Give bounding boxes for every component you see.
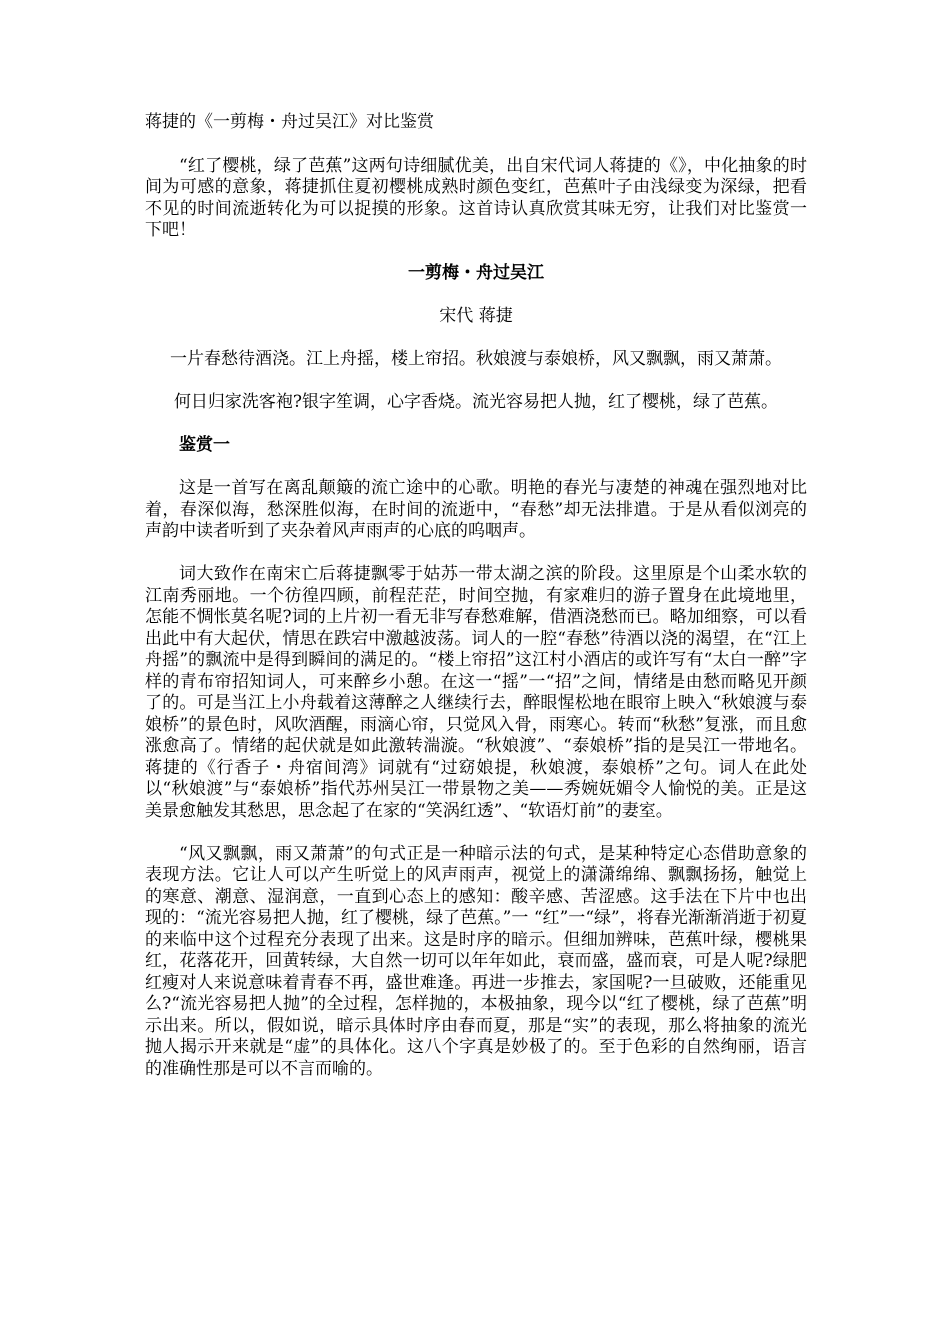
section-heading: 鉴赏一 <box>179 435 230 455</box>
intro-paragraph: “红了樱桃，绿了芭蕉”这两句诗细腻优美，出自宋代词人蒋捷的《》，中化抽象的时间为可感的意象，蒋捷抓住夏初樱桃成熟时颜色变红，芭蕉叶子由浅绿变为深绿，把看不见的时间流逝转化为可以捉摸的形象。这首诗认真欣赏其味无穷，让我们对比鉴赏一下吧！ <box>145 155 807 240</box>
poem-stanza-2: 何日归家洗客袍?银字笙调，心字香烧。流光容易把人抛，红了樱桃，绿了芭蕉。 <box>173 392 779 412</box>
body-paragraph-2: 词大致作在南宋亡后蒋捷飘零于姑苏一带太湖之滨的阶段。这里原是个山柔水软的江南秀丽地。一个彷徨四顾，前程茫茫，时间空抛，有家难归的游子置身在此境地里，怎能不惆怅莫名呢?词的上片初一看无非写春愁难解，借酒浇愁而已。略加细察，可以看出此中有大起伏，情思在跌宕中激越波荡。词人的一腔“春愁”待酒以浇的渴望，在“江上舟摇”的飘流中是得到瞬间的满足的。“楼上帘招”这江村小酒店的或许写有“太白一醉”字样的青布帘招知词人，可来醉乡小憩。在这一“摇”一“招”之间，情绪是由愁而略见开颜了的。可是当江上小舟载着这薄醉之人继续行去，醉眼惺松地在眼帘上映入“秋娘渡与泰娘桥”的景色时，风吹酒醒，雨滴心帘，只觉风入骨，雨寒心。转而“秋愁”复涨，而且愈涨愈高了。情绪的起伏就是如此激转湍漩。“秋娘渡”、“泰娘桥”指的是吴江一带地名。蒋捷的《行香子・舟宿间湾》词就有“过窈娘提，秋娘渡，泰娘桥”之句。词人在此处以“秋娘渡”与“泰娘桥”指代苏州吴江一带景物之美——秀婉妩媚令人愉悦的美。正是这美景愈触发其愁思，思念起了在家的“笑涡红透”、“软语灯前”的妻室。 <box>145 564 807 821</box>
poem-author: 宋代 蒋捷 <box>439 306 513 326</box>
document-page <box>145 112 807 1102</box>
document-title: 蒋捷的《一剪梅・舟过吴江》对比鉴赏 <box>145 112 434 132</box>
body-paragraph-3: “风又飘飘，雨又萧萧”的句式正是一种暗示法的句式，是某种特定心态借助意象的表现方法。它让人可以产生听觉上的风声雨声，视觉上的潇潇绵绵、飘飘扬扬，触觉上的寒意、潮意、湿润意，一直到心态上的感知：酸辛感、苦涩感。这手法在下片中也出现的：“流光容易把人抛，红了樱桃，绿了芭蕉。”一 “红”一“绿”，将春光渐渐消逝于初夏的来临中这个过程充分表现了出来。这是时序的暗示。但细加辨味，芭蕉叶绿，樱桃果红，花落花开，回黄转绿，大自然一切可以年年如此，衰而盛，盛而衰，可是人呢?绿肥红瘦对人来说意味着青春不再，盛世难逢。再进一步推去，家国呢?一旦破败，还能重见么?“流光容易把人抛”的全过程，怎样抛的，本极抽象，现今以“红了樱桃，绿了芭蕉”明示出来。所以，假如说，暗示具体时序由春而夏，那是“实”的表现，那么将抽象的流光抛人揭示开来就是“虚”的具体化。这八个字真是妙极了的。至于色彩的自然绚丽，语言的准确性那是可以不言而喻的。 <box>145 843 807 1079</box>
poem-title: 一剪梅・舟过吴江 <box>408 263 544 283</box>
body-paragraph-1: 这是一首写在离乱颠簸的流亡途中的心歌。明艳的春光与凄楚的神魂在强烈地对比着，春深似海，愁深胜似海，在时间的流逝中，“春愁”却无法排遣。于是从看似浏亮的声韵中读者听到了夹杂着风声雨声的心底的呜咽声。 <box>145 478 807 541</box>
poem-stanza-1: 一片春愁待酒浇。江上舟摇，楼上帘招。秋娘渡与泰娘桥，风又飘飘，雨又萧萧。 <box>170 349 782 369</box>
